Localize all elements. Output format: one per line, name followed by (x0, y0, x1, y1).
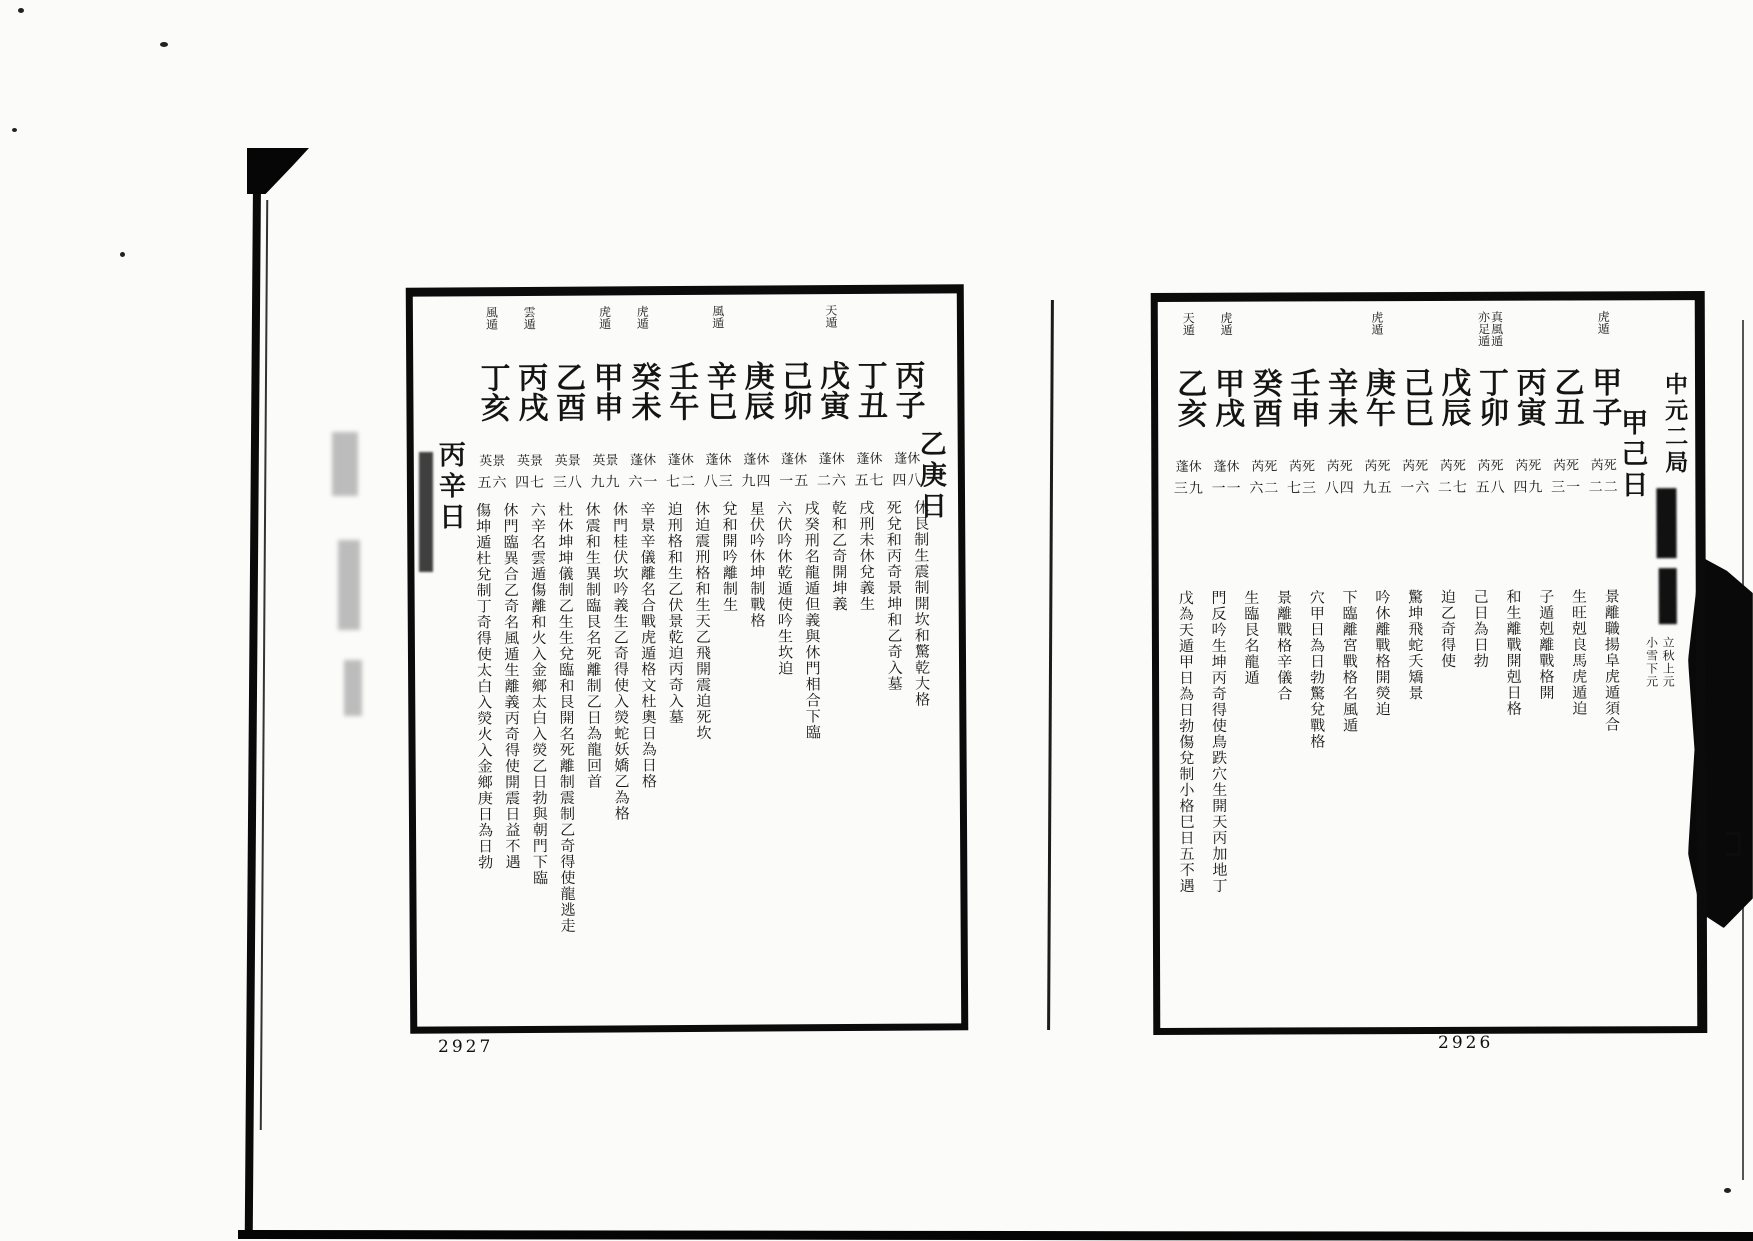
ganzhi-label: 丙子 (890, 359, 924, 420)
star-door-note: 蓬休 (630, 452, 657, 468)
ganzhi-label: 乙丑 (1549, 366, 1583, 427)
margin-smudged-text (1659, 568, 1677, 624)
commentary-column: 休艮制生震制開坎和驚乾大格 (912, 499, 930, 708)
star-door-note: 蓬休 (743, 451, 770, 467)
palace-numbers: 五八 (1475, 480, 1506, 496)
ganzhi-label: 庚午 (1360, 367, 1395, 428)
hour-pillar-甲子 (1585, 310, 1623, 496)
dun-label-group (636, 305, 648, 361)
ganzhi-label: 壬午 (664, 360, 698, 422)
star-door-note: 英景 (554, 452, 581, 468)
ganzhi-label: 丁卯 (1473, 366, 1508, 427)
dun-label-group (1597, 310, 1609, 366)
palace-numbers: 一六 (1400, 480, 1431, 497)
palace-numbers: 五六 (477, 476, 508, 492)
palace-numbers: 三八 (552, 475, 583, 491)
hour-pillar-丙寅 (1509, 311, 1547, 497)
palace-numbers: 九五 (1362, 481, 1393, 497)
star-door-note: 芮死 (1288, 458, 1315, 474)
hour-pillar-庚午 (1358, 311, 1396, 497)
page-number-left: 2927 (438, 1037, 494, 1057)
star-door-note: 芮死 (1552, 457, 1580, 473)
commentary-column: 和生離戰開剋日格 (1504, 588, 1521, 717)
dun-label-group (1371, 311, 1383, 367)
commentary-column: 乾和乙奇開坤義 (829, 500, 847, 613)
ganzhi-label: 甲子 (1587, 366, 1621, 427)
ganzhi-label: 辛未 (1323, 367, 1357, 428)
commentary-column: 傷坤遁杜兌制丁奇得使太白入熒火入金鄉庚日為日勃 (474, 502, 493, 871)
ganzhi-label: 戊寅 (814, 360, 849, 421)
hour-pillar-癸未 (624, 305, 662, 491)
palace-numbers: 九九 (590, 475, 621, 491)
ganzhi-label: 丁亥 (475, 362, 509, 423)
hour-pillar-丁丑 (850, 304, 888, 490)
margin-smudged-text (1656, 488, 1676, 558)
hour-pillar-丙子 (888, 304, 926, 490)
ganzhi-label: 乙亥 (1172, 367, 1206, 428)
star-door-note: 芮死 (1590, 457, 1617, 473)
dun-label-group (523, 306, 535, 362)
right-page (1151, 291, 1708, 1035)
hour-pillar-癸酉 (1245, 312, 1283, 498)
commentary-column: 死兌和丙奇景坤和乙奇入墓 (884, 499, 902, 692)
scan-corner-mark (247, 148, 309, 194)
commentary-column: 兌和開吟離制生 (720, 500, 738, 613)
commentary-body (470, 500, 931, 935)
ganzhi-label: 癸未 (626, 361, 660, 422)
palace-numbers: 三一 (1551, 480, 1582, 496)
star-door-note: 蓬休 (856, 450, 883, 466)
star-door-note: 蓬休 (705, 451, 732, 467)
star-door-note: 蓬休 (1175, 458, 1202, 474)
commentary-column: 生旺剋良馬虎遁迫 (1569, 588, 1587, 717)
hour-pillar-己卯 (775, 304, 813, 490)
hour-pillar-乙亥 (1170, 312, 1208, 498)
palace-numbers: 一五 (779, 474, 810, 490)
commentary-column: 生臨艮名龍遁 (1242, 589, 1259, 686)
palace-numbers: 四八 (892, 473, 923, 489)
scan-speck (12, 128, 17, 132)
commentary-body (1173, 588, 1620, 894)
hour-pillar-壬申 (1283, 311, 1321, 497)
dun-label-group (1220, 312, 1232, 368)
ganzhi-label: 庚辰 (739, 360, 773, 421)
margin-note-xiaoxue: 小雪下元 (1644, 636, 1659, 689)
left-page (406, 284, 969, 1033)
commentary-column: 六伏吟休乾遁使吟生坎迫 (775, 500, 793, 677)
commentary-column: 休門桂伏坎吟義生乙奇得使入熒蛇妖嬌乙為格 (610, 501, 629, 822)
ganzhi-label: 辛巳 (701, 360, 736, 421)
ganzhi-label: 甲申 (588, 361, 622, 422)
next-section-label-bingxin-day: 丙辛日 (434, 440, 466, 534)
ganzhi-label: 壬申 (1285, 367, 1319, 428)
hour-pillar-己巳 (1396, 311, 1434, 497)
scan-speck (1724, 1188, 1731, 1193)
star-door-note: 蓬休 (894, 450, 921, 466)
ganzhi-label: 丙寅 (1511, 366, 1545, 427)
hour-pillar-丙戌 (511, 306, 549, 492)
commentary-column: 景離職揚阜虎遁須合 (1602, 588, 1620, 733)
commentary-column: 迫刑格和生乙伏景乾迫丙奇入墓 (665, 501, 684, 726)
palace-numbers: 二二 (1588, 480, 1619, 496)
commentary-column: 休震和生異制臨艮名死離制乙日為龍回首 (583, 501, 602, 790)
hour-pillar-辛未 (1321, 311, 1359, 497)
ganzhi-label: 乙酉 (550, 361, 585, 422)
dun-label: 虎遁 (635, 305, 650, 330)
hour-pillar-row (1170, 310, 1623, 498)
margin-note-liqiu: 立秋上元 (1661, 636, 1676, 689)
hour-pillar-辛巳 (699, 305, 737, 491)
palace-numbers: 八四 (1324, 481, 1355, 497)
palace-numbers: 七三 (1287, 481, 1318, 497)
hour-pillar-row (473, 304, 926, 493)
star-door-note: 蓬休 (780, 451, 808, 467)
dun-label-group (598, 305, 610, 361)
dun-label: 虎遁 (1369, 311, 1384, 336)
star-door-note: 芮死 (1364, 458, 1391, 474)
scan-speck (18, 8, 24, 13)
hour-pillar-庚辰 (737, 304, 775, 490)
dun-label: 風遁 (484, 306, 499, 331)
palace-numbers: 九四 (741, 474, 772, 490)
dun-label: 虎遁 (1596, 310, 1611, 335)
dun-label: 真風遁 (1489, 310, 1504, 347)
hour-pillar-壬午 (661, 305, 699, 491)
dun-label-group (485, 306, 497, 362)
palace-numbers: 六一 (628, 475, 659, 491)
margin-tick-mark (1726, 832, 1741, 856)
scan-speck (120, 252, 125, 257)
bleedthrough-smear (332, 432, 358, 496)
hour-pillar-甲申 (586, 305, 624, 491)
ganzhi-label: 己卯 (777, 360, 811, 421)
star-door-note: 蓬休 (818, 451, 845, 467)
star-door-note: 蓬休 (667, 451, 694, 468)
page-number-right: 2926 (1438, 1033, 1494, 1053)
commentary-column: 辛景辛儀離名合戰虎遁格文杜奧日為日格 (638, 501, 657, 790)
dun-label: 虎遁 (597, 305, 612, 330)
dun-label: 雲遁 (522, 305, 537, 331)
commentary-column: 六辛名雲遁傷離和火入金鄉太白入熒乙日勃與朝門下臨 (528, 501, 548, 886)
star-door-note: 英景 (592, 452, 619, 468)
hour-pillar-甲戌 (1207, 312, 1245, 498)
scan-speck (160, 42, 168, 47)
hour-pillar-戊寅 (812, 304, 850, 490)
center-gutter-line (1047, 300, 1054, 1030)
ganzhi-label: 丁丑 (852, 359, 886, 420)
dun-label-group (1182, 312, 1194, 368)
dun-label: 亦足遁 (1476, 310, 1491, 347)
dun-label: 天遁 (823, 304, 838, 329)
commentary-column: 戊為天遁甲日為日勃傷兌制小格巳日五不遇 (1176, 589, 1194, 894)
dun-label-group (825, 304, 837, 360)
palace-numbers: 一一 (1211, 481, 1242, 497)
palace-numbers: 二七 (1437, 480, 1468, 496)
star-door-note: 芮死 (1251, 458, 1278, 474)
margin-notes (1645, 636, 1674, 688)
commentary-column: 景離戰格辛儀合 (1275, 589, 1292, 702)
star-door-note: 芮死 (1326, 458, 1353, 474)
bleedthrough-smear (344, 660, 362, 716)
section-label-yigeng-day: 乙庚日 (915, 429, 947, 523)
palace-numbers: 四九 (1513, 480, 1544, 496)
dun-label-group (712, 305, 724, 361)
ganzhi-label: 己巳 (1398, 366, 1432, 428)
ganzhi-label: 戊辰 (1436, 366, 1470, 427)
page-spine-line (245, 150, 262, 1236)
star-door-note: 芮死 (1402, 458, 1429, 474)
star-door-note: 英景 (479, 453, 506, 469)
star-door-note: 蓬休 (1213, 458, 1240, 474)
palace-numbers: 三九 (1173, 481, 1204, 497)
ganzhi-label: 甲戌 (1209, 367, 1244, 428)
hour-pillar-乙酉 (548, 306, 586, 492)
commentary-column: 休迫震刑格和生天乙飛開震迫死坎 (693, 500, 711, 741)
star-door-note: 芮死 (1477, 457, 1504, 473)
palace-numbers: 四七 (515, 475, 546, 492)
commentary-column: 穴甲日為日勃驚兌戰格 (1307, 589, 1325, 750)
palace-numbers: 二六 (816, 474, 847, 490)
commentary-column: 戌癸刑名龍遁但義與休門相合下臨 (802, 500, 820, 741)
palace-numbers: 六二 (1249, 481, 1280, 497)
ganzhi-label: 癸酉 (1247, 367, 1281, 428)
star-door-note: 芮死 (1515, 457, 1542, 473)
commentary-column: 吟休離戰格開熒迫 (1373, 589, 1390, 718)
commentary-column: 子遁剋離戰格開 (1537, 588, 1554, 701)
commentary-column: 休門臨異合乙奇名風遁生離義丙奇得使開震日益不遇 (501, 502, 520, 871)
dun-label: 風遁 (710, 304, 725, 329)
ganzhi-label: 丙戌 (513, 361, 547, 423)
dun-label: 天遁 (1181, 311, 1196, 336)
hour-pillar-乙丑 (1547, 310, 1585, 496)
palace-numbers: 七二 (665, 474, 697, 491)
page-spine-echo-line (260, 200, 268, 1130)
bleedthrough-smear (338, 540, 360, 630)
commentary-column: 星伏吟休坤制戰格 (747, 500, 765, 629)
dun-label-group (1478, 311, 1503, 367)
commentary-column: 迫乙奇得使 (1438, 588, 1456, 669)
commentary-column: 己日為日勃 (1471, 588, 1488, 669)
section-label-jiaji-day: 甲己日 (1617, 408, 1648, 502)
margin-title-zhongyuan-erju: 中元二局 (1661, 372, 1688, 477)
commentary-column: 戌刑未休兌義生 (857, 499, 874, 612)
commentary-column: 驚坤飛蛇夭矯景 (1406, 589, 1423, 702)
dun-label: 虎遁 (1218, 311, 1234, 336)
star-door-note: 芮死 (1439, 457, 1466, 473)
star-door-note: 英景 (516, 452, 544, 469)
scan-bottom-edge (238, 1230, 1753, 1241)
palace-numbers: 五七 (854, 473, 885, 489)
palace-numbers: 八三 (703, 474, 734, 490)
commentary-column: 門反吟生坤丙奇得使鳥跌穴生開天丙加地丁 (1209, 589, 1227, 894)
hour-pillar-丁亥 (473, 306, 511, 492)
commentary-column: 下臨離宮戰格名風遁 (1340, 589, 1358, 734)
hour-pillar-戊辰 (1434, 311, 1472, 497)
commentary-column: 杜休坤坤儀制乙生生兌臨和艮開名死離制震制乙奇得使龍逃走 (556, 501, 575, 934)
hour-pillar-丁卯 (1472, 311, 1510, 497)
